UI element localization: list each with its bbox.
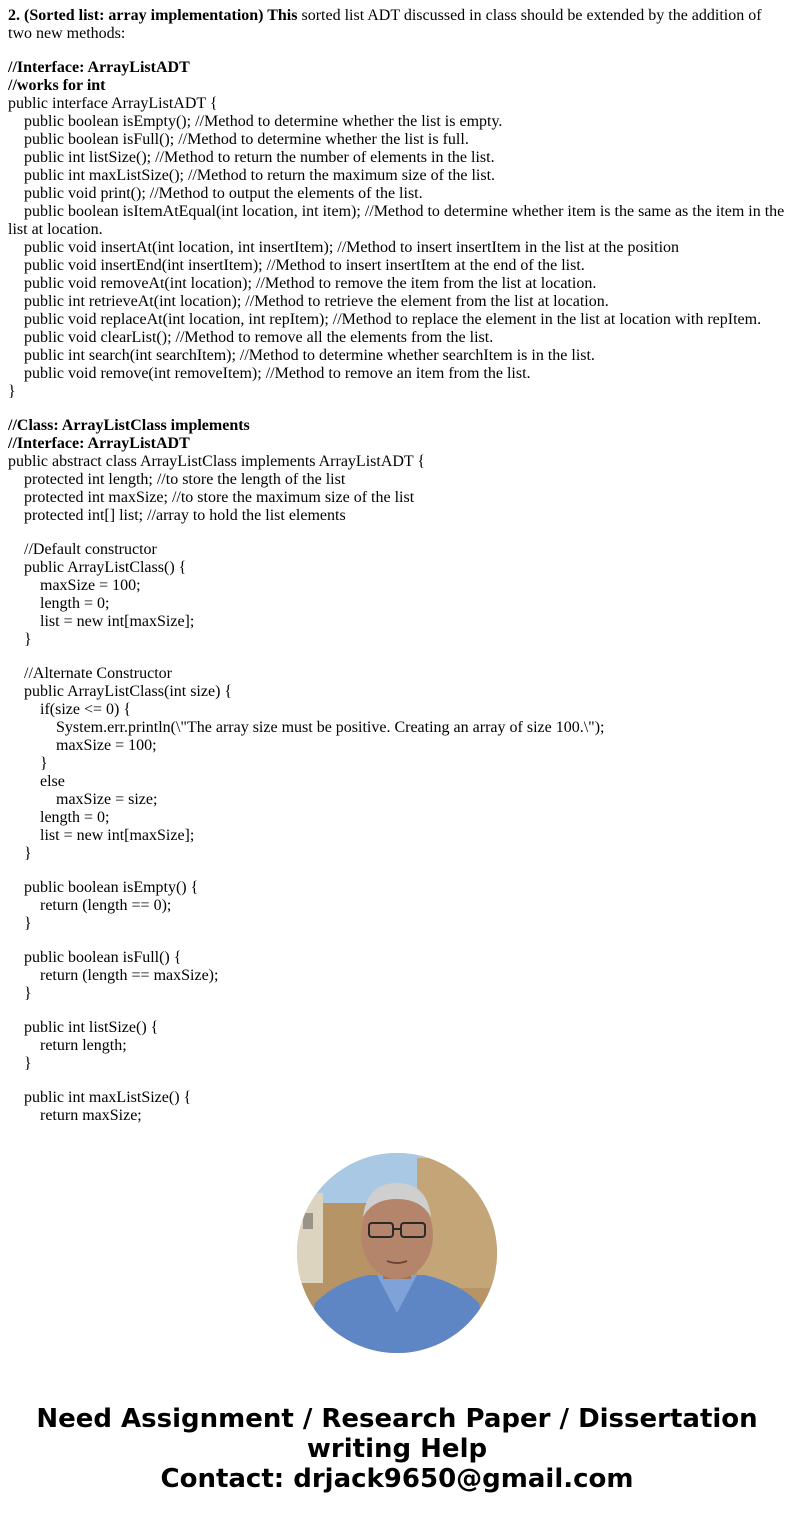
close-brace: } xyxy=(24,915,32,932)
interface-method-line: public void removeAt(int location); //Method to remove the item from the list at location. xyxy=(24,275,597,292)
code-line: return (length == 0); xyxy=(40,897,172,914)
interface-method-line xyxy=(8,203,788,239)
code-line: System.err.println(\"The array size must be positive. Creating an array of size 100.\"); xyxy=(56,719,605,736)
interface-method-line: public boolean isFull(); //Method to determine whether the list is full. xyxy=(24,131,469,148)
close-brace: } xyxy=(24,985,32,1002)
close-brace: } xyxy=(24,845,32,862)
code-line: list = new int[maxSize]; xyxy=(40,613,195,630)
avatar-illustration xyxy=(297,1153,497,1353)
interface-method-line: public void insertEnd(int insertItem); //Method to insert insertItem at the end of the list. xyxy=(24,257,585,274)
interface-method-line: public void insertAt(int location, int insertItem); //Method to insert insertItem in the list at the position xyxy=(24,239,680,256)
interface-method-line: public int search(int searchItem); //Method to determine whether searchItem is in the list. xyxy=(24,347,595,364)
interface-declaration: public interface ArrayListADT { xyxy=(8,95,218,112)
interface-close-brace: } xyxy=(8,383,16,400)
method-signature: public boolean isEmpty() { xyxy=(24,879,199,896)
intro-bold: 2. (Sorted list: array implementation) This xyxy=(8,7,298,24)
class-declaration: public abstract class ArrayListClass implements ArrayListADT { xyxy=(8,453,426,470)
close-brace: } xyxy=(24,631,32,648)
interface-method-line: public void remove(int removeItem); //Method to remove an item from the list. xyxy=(24,365,531,382)
field-line: protected int length; //to store the length of the list xyxy=(24,471,346,488)
default-ctor-comment: //Default constructor xyxy=(24,541,157,558)
code-line: return length; xyxy=(40,1037,127,1054)
close-brace: } xyxy=(24,1055,32,1072)
default-ctor-signature: public ArrayListClass() { xyxy=(24,559,187,576)
alt-ctor-comment: //Alternate Constructor xyxy=(24,665,172,682)
code-line: maxSize = 100; xyxy=(40,577,141,594)
code-line: else xyxy=(40,773,65,790)
interface-method-text: public boolean isItemAtEqual(int location, int item); //Method to determine whether item is the same as the item in the list at location. xyxy=(8,203,785,238)
alt-ctor-signature: public ArrayListClass(int size) { xyxy=(24,683,233,700)
interface-method-line: public boolean isEmpty(); //Method to determine whether the list is empty. xyxy=(24,113,503,130)
interface-method-line: public void replaceAt(int location, int repItem); //Method to replace the element in the list at location with repItem. xyxy=(24,311,762,328)
method-signature: public boolean isFull() { xyxy=(24,949,182,966)
intro-paragraph xyxy=(8,7,788,43)
interface-subheading: //works for int xyxy=(8,77,106,94)
intro-text: sorted list ADT discussed in class should be extended by the addition of two new methods: xyxy=(8,7,762,42)
field-line: protected int[] list; //array to hold the list elements xyxy=(24,507,346,524)
class-subheading: //Interface: ArrayListADT xyxy=(8,435,190,452)
person-photo-icon xyxy=(297,1153,497,1353)
code-line: maxSize = size; xyxy=(56,791,158,808)
footer-contact: Contact: drjack9650@gmail.com xyxy=(160,1464,634,1494)
code-line: return (length == maxSize); xyxy=(40,967,219,984)
code-line: length = 0; xyxy=(40,595,110,612)
code-line: if(size <= 0) { xyxy=(40,701,132,718)
code-line: maxSize = 100; xyxy=(56,737,157,754)
footer-headline: Need Assignment / Research Paper / Dissertation writing Help xyxy=(36,1404,758,1464)
code-line: return maxSize; xyxy=(40,1107,142,1124)
class-heading: //Class: ArrayListClass implements xyxy=(8,417,250,434)
field-line: protected int maxSize; //to store the maximum size of the list xyxy=(24,489,415,506)
interface-method-line: public void clearList(); //Method to remove all the elements from the list. xyxy=(24,329,494,346)
footer-banner xyxy=(0,1404,794,1494)
interface-method-line: public void print(); //Method to output the elements of the list. xyxy=(24,185,423,202)
code-line: length = 0; xyxy=(40,809,110,826)
interface-method-line: public int maxListSize(); //Method to return the maximum size of the list. xyxy=(24,167,496,184)
interface-method-line: public int retrieveAt(int location); //Method to retrieve the element from the list at location. xyxy=(24,293,609,310)
method-signature: public int maxListSize() { xyxy=(24,1089,192,1106)
document-body xyxy=(8,7,788,1125)
interface-method-line: public int listSize(); //Method to return the number of elements in the list. xyxy=(24,149,495,166)
code-line: list = new int[maxSize]; xyxy=(40,827,195,844)
method-signature: public int listSize() { xyxy=(24,1019,159,1036)
interface-heading: //Interface: ArrayListADT xyxy=(8,59,190,76)
close-brace: } xyxy=(40,755,48,772)
